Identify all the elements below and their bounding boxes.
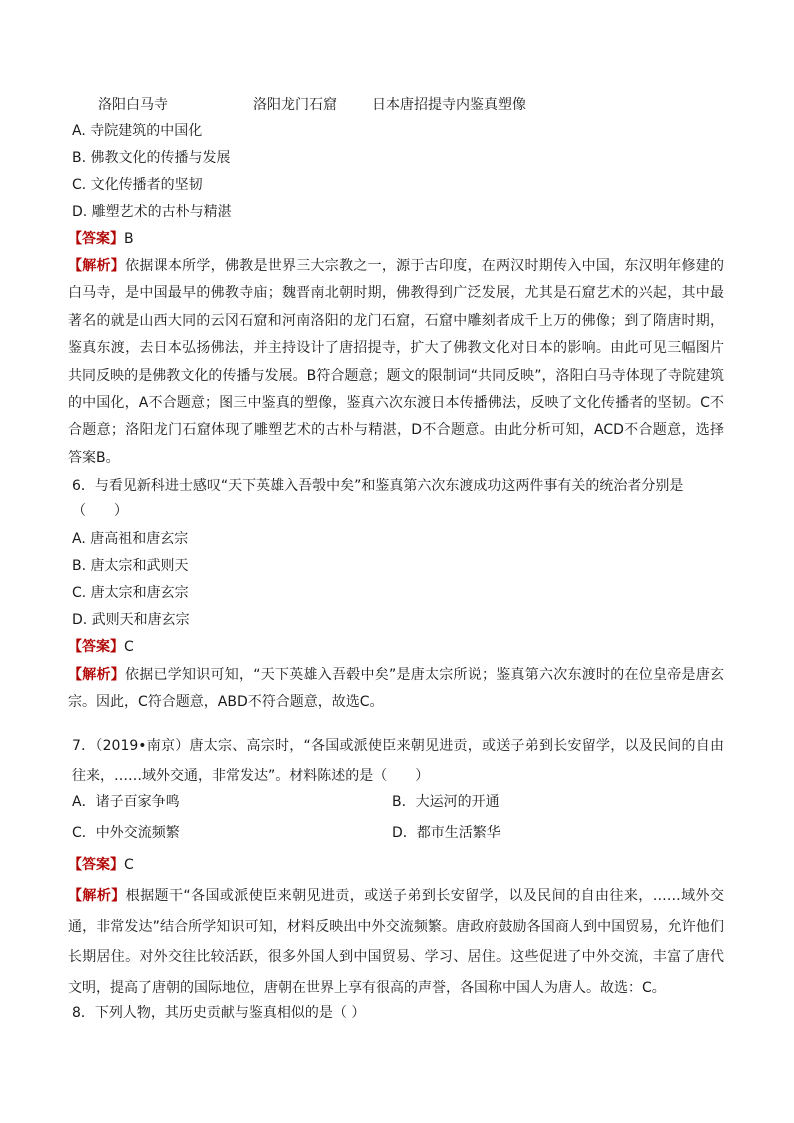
analysis-label: 【解析】 xyxy=(68,258,126,274)
analysis-text: 依据课本所学，佛教是世界三大宗教之一，源于古印度，在两汉时期传入中国，东汉明年修建的白马寺，是中国最早的佛教寺庙；魏晋南北朝时期，佛教得到广泛发展，尤其是石窟艺术的兴起，其中最著名的就是山西大同的云冈石窟和河南洛阳的龙门石窟，石窟中雕刻者成千上万的佛像；到了隋唐时期，鉴真东渡，去日本弘扬佛法，并主持设计了唐招提寺，扩大了佛教文化对日本的影响。由此可见三幅图片共同反映的是佛教文化的传播与发展。B符合题意；题文的限制词“共同反映”，洛阳白马寺体现了寺院建筑的中国化，A不合题意；图三中鉴真的塑像，鉴真六次东渡日本传播佛法，反映了文化传播者的坚韧。C不合题意；洛阳龙门石窟体现了雕塑艺术的古朴与精湛，D不合题意。由此分析可知，ACD不合题意，选择答案B。 xyxy=(68,258,725,466)
q7-answer xyxy=(68,852,134,878)
analysis-text: 依据已学知识可知，“天下英雄入吾毂中矣”是唐太宗所说；鉴真第六次东渡时的在位皇帝是唐玄宗。因此，C符合题意，ABD不符合题意，故选C。 xyxy=(68,667,724,711)
image-captions xyxy=(0,92,794,118)
q8-stem: 8．下列人物，其历史贡献与鉴真相似的是（ ） xyxy=(72,1005,366,1021)
q5-option-c: C. 文化传播者的坚韧 xyxy=(72,177,203,193)
answer-value: C xyxy=(124,639,134,655)
q5-option-d: D. 雕塑艺术的古朴与精湛 xyxy=(72,204,232,220)
q7-option-c: C．中外交流频繁 xyxy=(72,825,180,841)
q7-option-b: B．大运河的开通 xyxy=(392,794,500,810)
q6-analysis xyxy=(68,662,724,717)
q5-answer xyxy=(68,226,134,252)
q7-option-a: A．诸子百家争鸣 xyxy=(72,794,180,810)
analysis-label: 【解析】 xyxy=(68,667,125,683)
answer-label: 【答案】 xyxy=(68,639,124,655)
q6-option-b: B. 唐太宗和武则天 xyxy=(72,558,189,574)
q7-stem: 7．（2019•南京）唐太宗、高宗时，“各国或派使臣来朝见进贡，或送子弟到长安留学，以及民间的自由往来，……域外交通，非常发达”。材料陈述的是（ ） xyxy=(72,738,724,784)
q6-option-c: C. 唐太宗和唐玄宗 xyxy=(72,585,189,601)
answer-label: 【答案】 xyxy=(68,231,124,247)
analysis-text: 根据题干“各国或派使臣来朝见进贡，或送子弟到长安留学，以及民间的自由往来，……域外交通，非常发达”结合所学知识可知，材料反映出中外交流频繁。唐政府鼓励各国商人到中国贸易，允许他们长期居住。对外交往比较活跃，很多外国人到中国贸易、学习、居住。这些促进了中外交流，丰富了唐代文明，提高了唐朝的国际地位，唐朝在世界上享有很高的声誉，各国称中国人为唐人。故选：C。 xyxy=(68,888,724,996)
answer-value: B xyxy=(124,231,134,247)
q6-option-a: A. 唐高祖和唐玄宗 xyxy=(72,531,189,547)
answer-label: 【答案】 xyxy=(68,857,124,873)
q7-option-d: D．都市生活繁华 xyxy=(392,825,501,841)
analysis-label: 【解析】 xyxy=(68,888,126,904)
q7-analysis xyxy=(68,881,724,1003)
answer-value: C xyxy=(124,857,134,873)
caption-baima-temple: 洛阳白马寺 xyxy=(98,97,168,113)
q6-answer xyxy=(68,634,134,660)
caption-longmen-grottoes: 洛阳龙门石窟 xyxy=(253,97,337,113)
q6-paren: （ ） xyxy=(72,503,128,519)
q5-option-b: B. 佛教文化的传播与发展 xyxy=(72,150,231,166)
q6-option-d: D. 武则天和唐玄宗 xyxy=(72,612,190,628)
q6-stem: 6．与看见新科进士感叹“天下英雄入吾彀中矣”和鉴真第六次东渡成功这两件事有关的统治者分别是 xyxy=(72,478,684,494)
q5-option-a: A. 寺院建筑的中国化 xyxy=(72,123,203,139)
q5-analysis xyxy=(68,253,724,472)
caption-jianzhen-statue: 日本唐招提寺内鉴真塑像 xyxy=(372,97,526,113)
